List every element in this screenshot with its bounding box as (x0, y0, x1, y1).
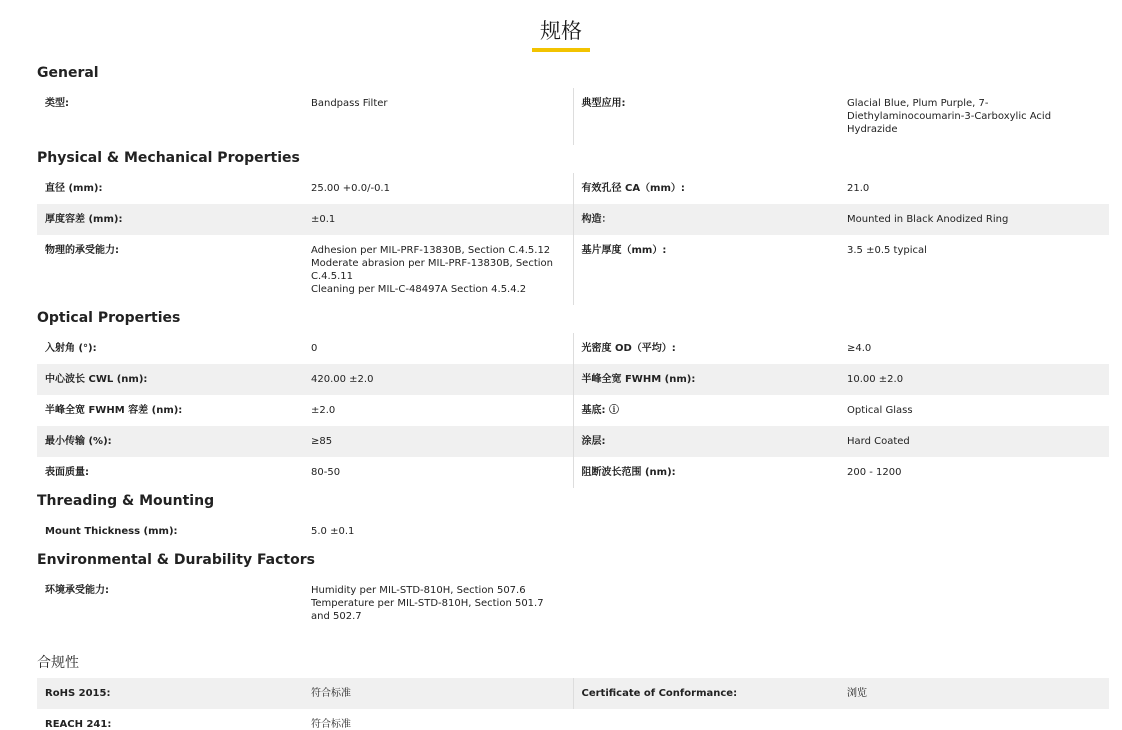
spec-value: 0 (303, 333, 573, 364)
spec-label: 阻断波长范围 (nm): (581, 467, 676, 478)
spec-value: Hard Coated (839, 426, 1109, 457)
certificate-view-link[interactable]: 浏览 (839, 678, 1109, 709)
spec-label: Certificate of Conformance: (573, 678, 839, 709)
table-row (37, 426, 1109, 457)
spec-value: 80-50 (303, 457, 573, 488)
spec-content (37, 60, 1109, 730)
spec-label: 典型应用: (581, 98, 626, 109)
spec-label: 直径 (mm): (45, 183, 103, 194)
table-row (37, 88, 1109, 145)
spec-label: 半峰全宽 FWHM (nm): (573, 364, 839, 395)
spec-label: 最小传输 (%): (37, 426, 303, 457)
spec-label: 涂层: (573, 426, 839, 457)
table-row (37, 173, 1109, 204)
spec-value: 3.5 ±0.5 typical (847, 245, 927, 256)
spec-value: ±0.1 (303, 204, 573, 235)
spec-value: ≥4.0 (847, 343, 872, 354)
spec-value: ≥85 (303, 426, 573, 457)
spec-label: 构造： (573, 204, 839, 235)
spec-label: 类型: (45, 98, 69, 109)
section-title-physical: Physical & Mechanical Properties (37, 150, 300, 166)
spec-label: 入射角 (°): (45, 343, 97, 354)
spec-label: 中心波长 CWL (nm): (37, 364, 303, 395)
page-title: 规格 (532, 18, 590, 52)
spec-label: 厚度容差 (mm): (37, 204, 303, 235)
table-row (37, 575, 1109, 632)
table-row (37, 333, 1109, 364)
table-row (37, 235, 1109, 305)
physical-table (37, 173, 1109, 305)
spec-label: REACH 241: (45, 719, 112, 730)
spec-value: 420.00 ±2.0 (303, 364, 573, 395)
spec-value: 21.0 (847, 183, 870, 194)
spec-value: Mounted in Black Anodized Ring (839, 204, 1109, 235)
spec-value: ±2.0 (303, 395, 573, 426)
optical-table (37, 333, 1109, 488)
spec-label: 表面质量: (45, 467, 89, 478)
spec-value: Humidity per MIL-STD-810H, Section 507.6 Temperature per MIL-STD-810H, Section 501.7 and 502.7 (311, 585, 544, 622)
spec-value: 25.00 +0.0/-0.1 (303, 173, 573, 204)
section-title-compliance: 合规性 (37, 655, 79, 671)
table-row (37, 709, 1109, 730)
reach-compliance-link[interactable]: 符合标准 (311, 719, 351, 730)
spec-label: 半峰全宽 FWHM 容差 (nm): (45, 405, 183, 416)
table-row (37, 204, 1109, 235)
section-title-environmental: Environmental & Durability Factors (37, 552, 315, 568)
table-row (37, 457, 1109, 488)
table-row (37, 516, 1109, 547)
spec-value: 5.0 ±0.1 (311, 526, 355, 537)
table-row (37, 364, 1109, 395)
spec-label: 环境承受能力: (45, 585, 109, 596)
compliance-table (37, 678, 1109, 730)
spec-value: Glacial Blue, Plum Purple, 7-Diethylaminocoumarin-3-Carboxylic Acid Hydrazide (847, 98, 1052, 135)
table-row (37, 395, 1109, 426)
rohs-compliance-link[interactable]: 符合标准 (303, 678, 573, 709)
threading-table (37, 516, 1109, 547)
table-row (37, 678, 1109, 709)
page-title-wrap (0, 18, 1122, 52)
environmental-table (37, 575, 1109, 632)
spec-value: 10.00 ±2.0 (839, 364, 1109, 395)
spec-label: 物理的承受能力: (45, 245, 119, 256)
spec-label: RoHS 2015: (37, 678, 303, 709)
spec-value: Bandpass Filter (303, 88, 573, 145)
spec-label: Mount Thickness (mm): (45, 526, 178, 537)
general-table (37, 88, 1109, 145)
spec-value: Adhesion per MIL-PRF-13830B, Section C.4.5.12 Moderate abrasion per MIL-PRF-13830B, Section C.4.5.11 Cleaning per MIL-C-48497A Section 4.5.4.2 (303, 235, 573, 305)
spec-label: 有效孔径 CA（mm）: (581, 183, 685, 194)
spec-value: 200 - 1200 (847, 467, 902, 478)
section-title-optical: Optical Properties (37, 310, 181, 326)
section-title-threading: Threading & Mounting (37, 493, 215, 509)
substrate-label-with-info-icon[interactable]: 基底: ⓘ (581, 405, 619, 416)
spec-label: 基片厚度（mm）: (581, 245, 667, 256)
spec-label: 光密度 OD（平均）: (581, 343, 676, 354)
section-title-general: General (37, 65, 99, 81)
spec-value: Optical Glass (847, 405, 913, 416)
